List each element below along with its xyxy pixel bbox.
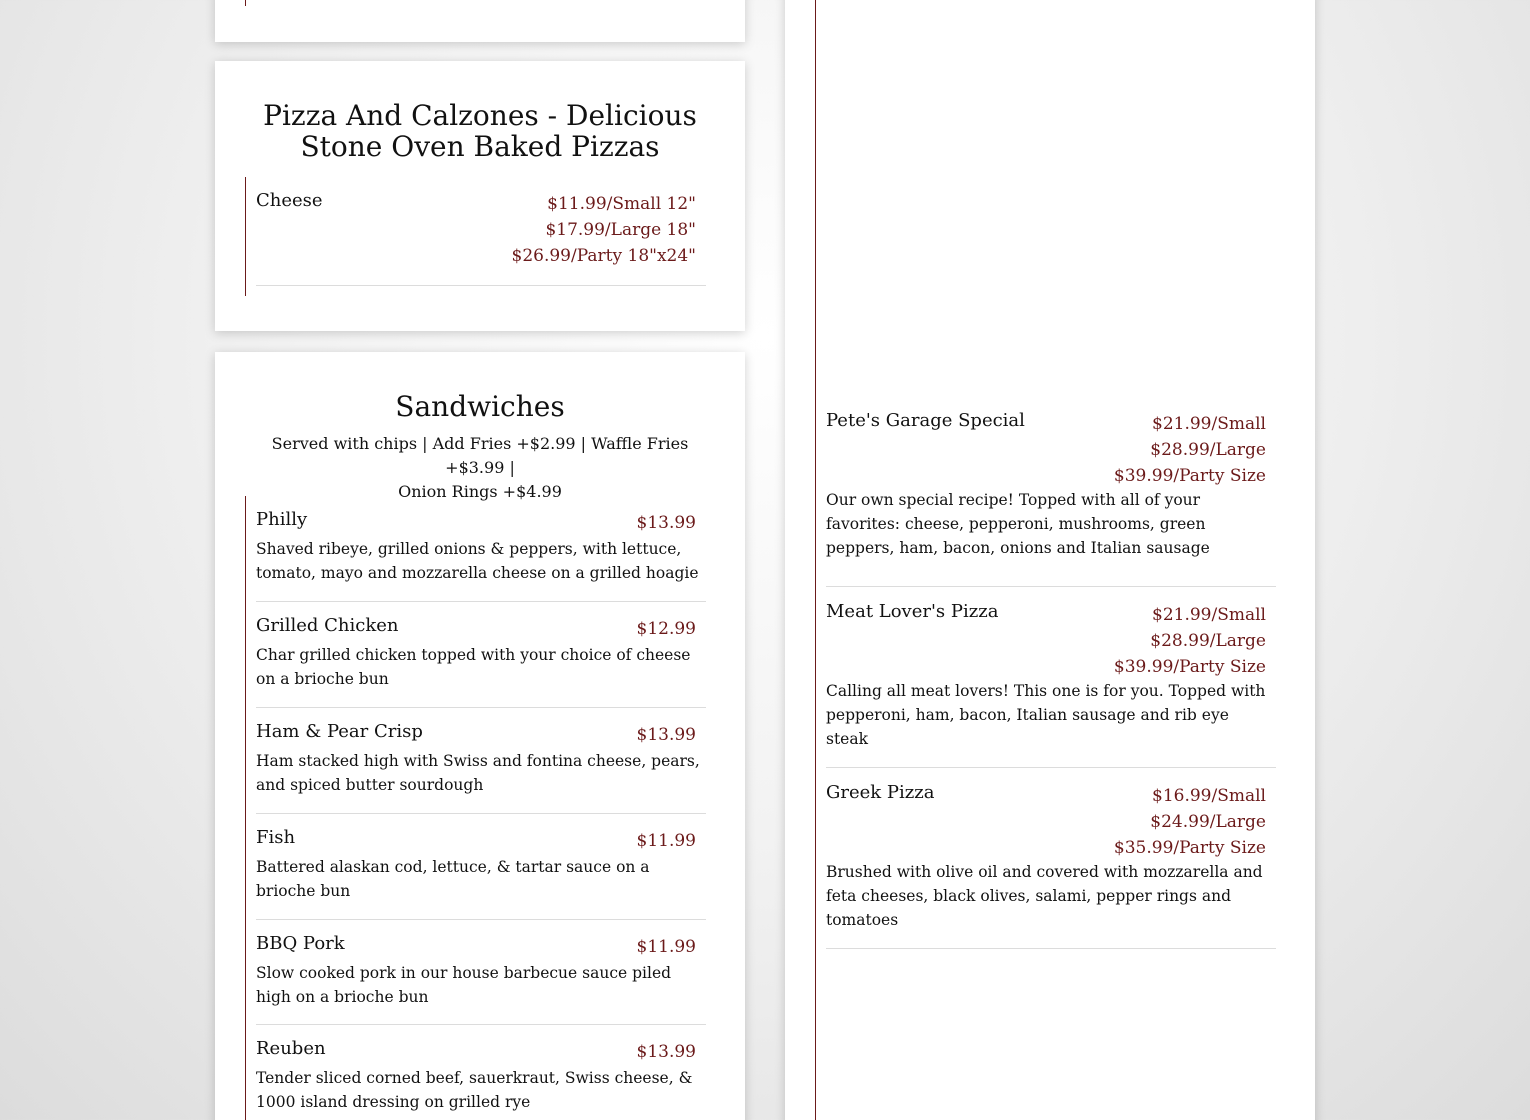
sandwiches-section-subtitle (245, 432, 715, 504)
item-name: Philly (256, 509, 308, 530)
sandwich-items (256, 496, 706, 1120)
item-price-large: $24.99/Large (1150, 812, 1266, 832)
menu-item-bbq-pork (256, 920, 706, 1025)
item-price: $13.99 (636, 725, 696, 745)
item-description-line: brioche bun (256, 882, 351, 900)
item-description (256, 961, 671, 1009)
item-description (256, 643, 690, 691)
item-price-party: $35.99/Party Size (1113, 838, 1266, 858)
item-description (256, 537, 699, 585)
item-name: Greek Pizza (826, 782, 935, 803)
pizza-title-line-1: Pizza And Calzones - Delicious (263, 99, 697, 132)
previous-section-item-border (245, 0, 246, 6)
pizza-title-line-2: Stone Oven Baked Pizzas (300, 130, 660, 163)
item-price-list (1114, 602, 1266, 680)
item-price-list (1114, 411, 1266, 489)
previous-section-card (215, 0, 745, 42)
item-description-line: Ham stacked high with Swiss and fontina cheese, pears, (256, 752, 700, 770)
item-description-line: on a brioche bun (256, 670, 389, 688)
item-description (256, 855, 650, 903)
item-description-line: peppers, ham, bacon, onions and Italian sausage (826, 539, 1210, 557)
menu-item-fish (256, 814, 706, 920)
menu-item-cheese (256, 177, 706, 286)
item-description-line: pepperoni, ham, bacon, Italian sausage and rib eye (826, 706, 1229, 724)
specialty-pizza-card (785, 0, 1315, 1120)
sandwiches-subtitle-line-2: Onion Rings +$4.99 (398, 482, 562, 501)
menu-item-greek-pizza (826, 768, 1276, 949)
specialty-item-list (815, 0, 1276, 1120)
pizza-item-list (245, 177, 706, 296)
pizza-section-title (255, 100, 705, 162)
item-description-line: favorites: cheese, pepperoni, mushrooms, green (826, 515, 1206, 533)
item-price-small: $21.99/Small (1152, 414, 1266, 434)
item-description-line: steak (826, 730, 868, 748)
item-description-line: Our own special recipe! Topped with all of your (826, 491, 1201, 509)
item-price: $11.99 (636, 937, 696, 957)
item-description-line: 1000 island dressing on grilled rye (256, 1093, 531, 1111)
item-description (826, 488, 1210, 560)
item-name: Meat Lover's Pizza (826, 601, 999, 622)
sandwiches-subtitle-line-1: Served with chips | Add Fries +$2.99 | Waffle Fries +$3.99 | (271, 434, 689, 477)
item-price-small: $11.99/Small 12" (547, 194, 696, 214)
item-price-small: $21.99/Small (1152, 605, 1266, 625)
item-name: Reuben (256, 1038, 326, 1059)
item-price-party: $39.99/Party Size (1113, 466, 1266, 486)
item-price-large: $28.99/Large (1150, 440, 1266, 460)
item-description-line: high on a brioche bun (256, 988, 429, 1006)
item-price-large: $17.99/Large 18" (545, 220, 696, 240)
item-description-line: Calling all meat lovers! This one is for you. Topped with (826, 682, 1266, 700)
item-name: BBQ Pork (256, 933, 345, 954)
pizza-section-card (215, 61, 745, 331)
item-name: Cheese (256, 190, 323, 211)
menu-item-petes-garage-special (826, 409, 1276, 587)
item-description-line: Brushed with olive oil and covered with mozzarella and (826, 863, 1263, 881)
item-price-large: $28.99/Large (1150, 631, 1266, 651)
item-description-line: and spiced butter sourdough (256, 776, 484, 794)
menu-item-meat-lovers-pizza (826, 587, 1276, 768)
item-name: Fish (256, 827, 296, 848)
item-description (826, 860, 1263, 932)
item-price-party: $39.99/Party Size (1113, 657, 1266, 677)
menu-item-grilled-chicken (256, 602, 706, 708)
menu-item-ham-pear-crisp (256, 708, 706, 814)
item-description-line: Tender sliced corned beef, sauerkraut, Swiss cheese, & (256, 1069, 693, 1087)
item-price-list (512, 191, 696, 269)
item-description (256, 749, 700, 797)
item-price: $13.99 (636, 1042, 696, 1062)
sandwiches-section-title: Sandwiches (395, 390, 565, 423)
menu-item-philly (256, 496, 706, 602)
specialty-items (826, 409, 1276, 949)
menu-item-reuben (256, 1025, 706, 1120)
item-description-line: tomatoes (826, 911, 899, 929)
item-price-small: $16.99/Small (1152, 786, 1266, 806)
item-price-list (1114, 783, 1266, 861)
item-description-line: tomato, mayo and mozzarella cheese on a grilled hoagie (256, 564, 699, 582)
item-description-line: Slow cooked pork in our house barbecue sauce piled (256, 964, 672, 982)
item-price-party: $26.99/Party 18"x24" (511, 246, 696, 266)
item-price: $12.99 (636, 619, 696, 639)
item-name: Pete's Garage Special (826, 410, 1025, 431)
item-name: Ham & Pear Crisp (256, 721, 423, 742)
item-description-line: Battered alaskan cod, lettuce, & tartar sauce on a (256, 858, 650, 876)
item-description (826, 679, 1265, 751)
sandwiches-item-list (245, 496, 706, 1120)
item-description-line: feta cheeses, black olives, salami, pepper rings and (826, 887, 1232, 905)
item-description-line: Char grilled chicken topped with your choice of cheese (256, 646, 691, 664)
item-name: Grilled Chicken (256, 615, 399, 636)
item-description (256, 1066, 692, 1114)
item-price: $11.99 (636, 831, 696, 851)
item-description-line: Shaved ribeye, grilled onions & peppers, with lettuce, (256, 540, 682, 558)
item-price: $13.99 (636, 513, 696, 533)
sandwiches-section-card (215, 352, 745, 1120)
